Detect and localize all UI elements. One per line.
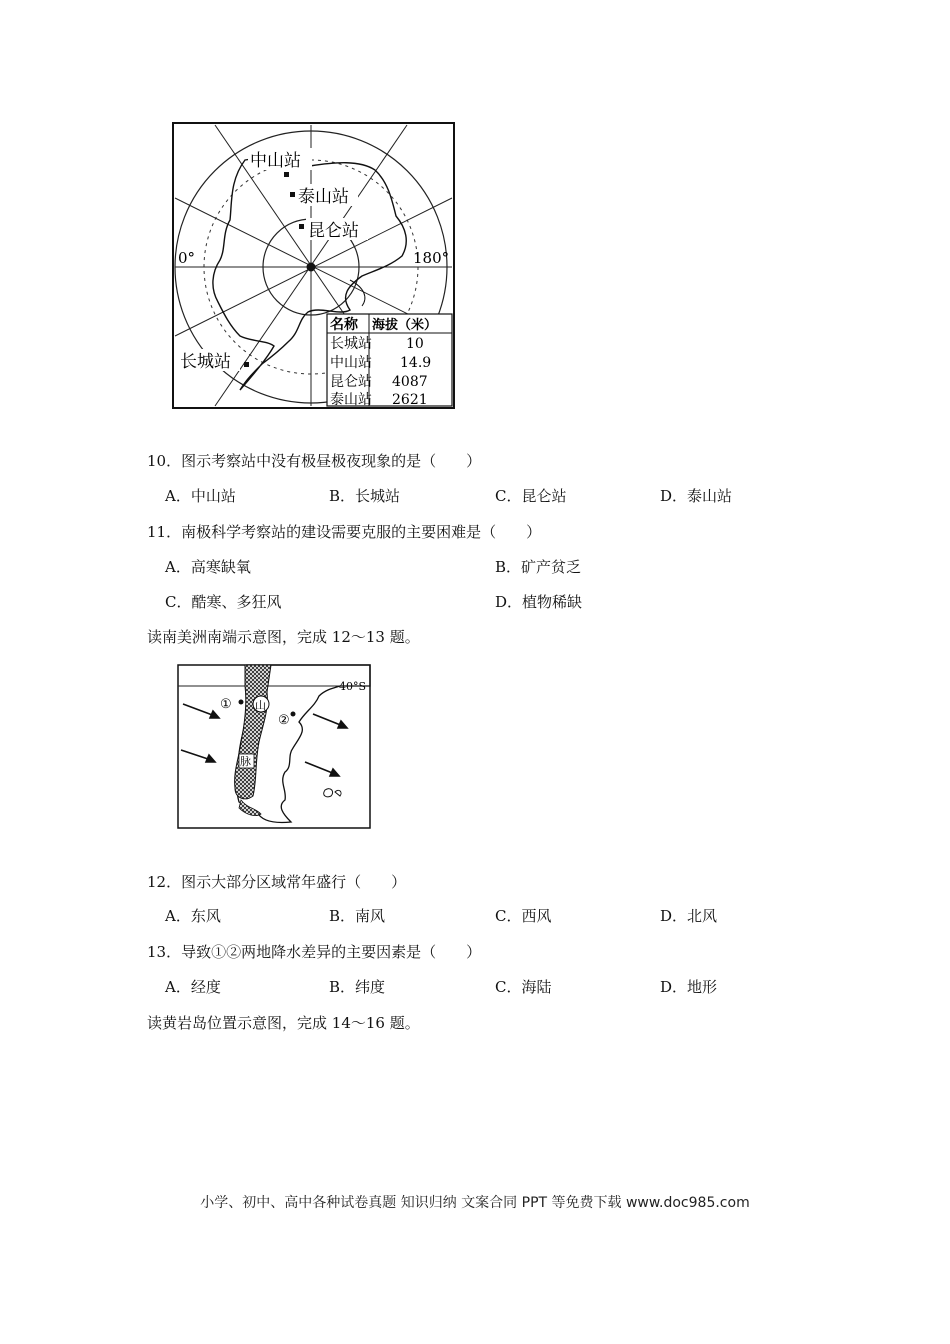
taishan-label: 泰山站	[298, 187, 349, 207]
kunlun-label: 昆仑站	[308, 221, 359, 241]
q11-option-b[interactable]: B．矿产贫乏	[495, 558, 582, 576]
page-footer: 小学、初中、高中各种试卷真题 知识归纳 文案合同 PPT 等免费下载 www.doc985.com	[200, 1195, 750, 1211]
zhongshan-marker	[284, 172, 289, 177]
mountain-label: 山	[255, 699, 266, 712]
q11-option-a[interactable]: A．高寒缺氧	[165, 558, 251, 576]
q13-option-a[interactable]: A．经度	[165, 978, 221, 996]
q12-option-d[interactable]: D．北风	[660, 907, 718, 925]
q10-option-b[interactable]: B．长城站	[329, 487, 401, 505]
q13-option-b[interactable]: B．纬度	[329, 978, 386, 996]
svg-text:海拔（米）: 海拔（米）	[372, 318, 438, 333]
q10-option-d[interactable]: D．泰山站	[660, 487, 733, 505]
svg-text:10: 10	[406, 336, 424, 352]
changcheng-label: 长城站	[180, 352, 231, 372]
intro-14-16: 读黄岩岛位置示意图，完成 14～16 题。	[147, 1014, 420, 1032]
svg-text:4087: 4087	[392, 374, 428, 390]
changcheng-marker	[244, 362, 249, 367]
zhongshan-label: 中山站	[250, 151, 301, 171]
antarctica-map	[170, 120, 460, 412]
q10-option-a[interactable]: A．中山站	[165, 487, 236, 505]
point-2-label: ②	[278, 713, 290, 728]
svg-text:14.9: 14.9	[400, 355, 432, 371]
q11-stem: 11．南极科学考察站的建设需要克服的主要困难是（ ）	[147, 523, 542, 541]
q10-option-c[interactable]: C．昆仑站	[495, 487, 567, 505]
svg-text:名称: 名称	[330, 317, 358, 333]
q13-option-d[interactable]: D．地形	[660, 978, 718, 996]
q13-option-c[interactable]: C．海陆	[495, 978, 552, 996]
svg-text:泰山站: 泰山站	[330, 392, 372, 408]
mountain-label-2: 脉	[240, 755, 251, 768]
q12-option-b[interactable]: B．南风	[329, 907, 386, 925]
q13-stem: 13．导致①②两地降水差异的主要因素是（ ）	[147, 943, 482, 961]
altitude-table	[327, 314, 452, 408]
q12-option-c[interactable]: C．西风	[495, 907, 552, 925]
taishan-marker	[290, 192, 295, 197]
q11-option-c[interactable]: C．酷寒、多狂风	[165, 593, 282, 611]
intro-12-13: 读南美洲南端示意图，完成 12～13 题。	[147, 628, 420, 646]
svg-text:昆仑站: 昆仑站	[330, 374, 372, 390]
lon-180-label: 180°	[413, 249, 450, 267]
q12-stem: 12．图示大部分区域常年盛行（ ）	[147, 873, 407, 891]
q11-option-d[interactable]: D．植物稀缺	[495, 593, 583, 611]
lon-0-label: 0°	[178, 249, 196, 267]
svg-text:中山站: 中山站	[330, 355, 372, 371]
south-america-map	[175, 662, 375, 832]
svg-text:2621: 2621	[392, 392, 428, 408]
svg-text:长城站: 长城站	[330, 336, 372, 352]
lat-40s-label: 40°S	[339, 680, 367, 693]
q12-option-a[interactable]: A．东风	[165, 907, 221, 925]
point-1-label: ①	[220, 697, 232, 712]
q10-stem: 10．图示考察站中没有极昼极夜现象的是（ ）	[147, 452, 482, 470]
kunlun-marker	[299, 224, 304, 229]
